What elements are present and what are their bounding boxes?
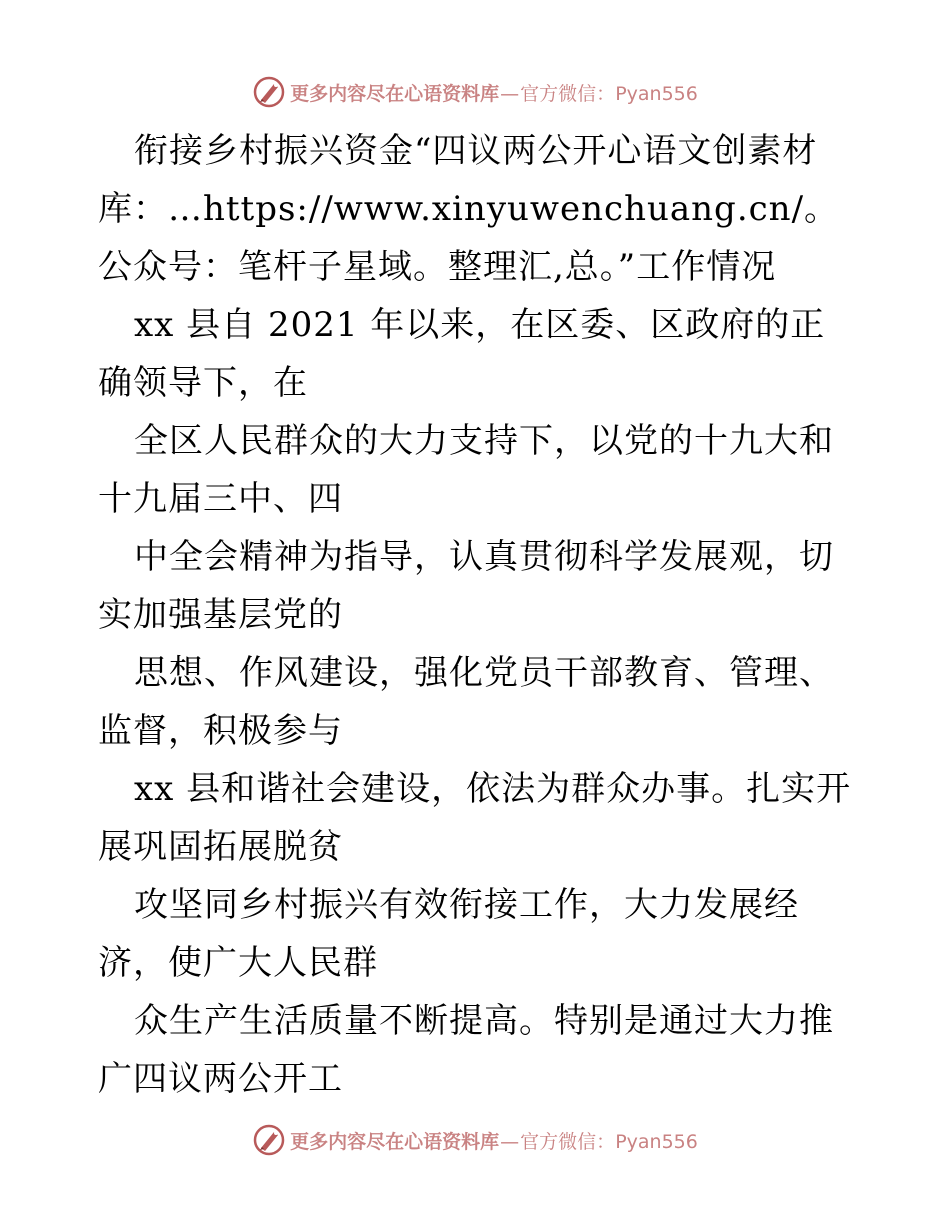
paragraph-8: 众生产生活质量不断提高。特别是通过大力推广四议两公开工 [98, 1001, 834, 1099]
paragraph-6: xx 县和谐社会建设，依法为群众办事。扎实开展巩固拓展脱贫 [98, 769, 852, 867]
paragraph-4: 中全会精神为指导，认真贯彻科学发展观，切实加强基层党的 [98, 537, 834, 635]
header-watermark-banner [0, 72, 950, 112]
document-body [98, 122, 858, 1108]
paragraph-2: xx 县自 2021 年以来，在区委、区政府的正确领导下，在 [98, 305, 826, 403]
banner-text [290, 1127, 698, 1154]
paragraph-3: 全区人民群众的大力支持下，以党的十九大和十九届三中、四 [98, 421, 834, 519]
banner-contact: 官方微信： [520, 1130, 616, 1153]
banner-text [290, 79, 698, 106]
banner-label: 更多内容尽在心语资料库 [290, 82, 500, 105]
paragraph-7: 攻坚同乡村振兴有效衔接工作，大力发展经济，使广大人民群 [98, 885, 799, 983]
paragraph-1: 衔接乡村振兴资金“四议两公开心语文创素材库：…https://www.xinyuwenchuang.cn/。公众号：笔杆子星域。整理汇,总。”工作情况 [98, 131, 840, 287]
pen-logo-icon [252, 1123, 286, 1157]
banner-handle: Pyan556 [615, 1130, 698, 1153]
banner-handle: Pyan556 [615, 82, 698, 105]
paragraph-5: 思想、作风建设，强化党员干部教育、管理、监督，积极参与 [98, 653, 834, 751]
banner-label: 更多内容尽在心语资料库 [290, 1130, 500, 1153]
banner-contact: 官方微信： [520, 82, 616, 105]
banner-separator: — [500, 1130, 520, 1153]
footer-watermark-banner [0, 1120, 950, 1160]
pen-logo-icon [252, 75, 286, 109]
banner-separator: — [500, 82, 520, 105]
